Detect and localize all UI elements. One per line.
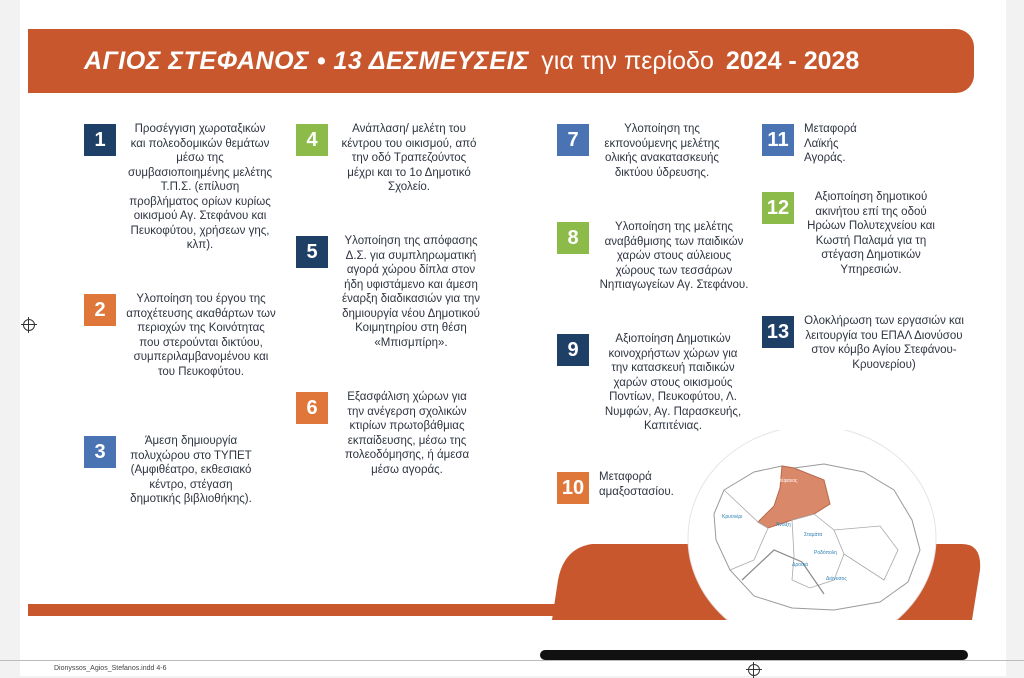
number-badge: 9 [557,334,589,366]
map-label: Σταμάτα [804,532,823,538]
commitment-item-11 [762,122,874,166]
number-badge: 1 [84,124,116,156]
number-badge: 2 [84,294,116,326]
map-label: Δροσιά [792,562,809,568]
title-years: 2024 - 2028 [725,46,860,75]
map-label: Κρυονέρι [722,514,743,520]
commitment-text: Μεταφορά Λαϊκής Αγοράς. [804,123,857,164]
number-badge: 6 [296,392,328,424]
commitment-item-13 [762,314,964,372]
title-strong: ΑΓΙΟΣ ΣΤΕΦΑΝΟΣ • 13 ΔΕΣΜΕΥΣΕΙΣ [84,46,530,75]
horizontal-scrollbar[interactable] [540,650,968,660]
commitment-text: Υλοποίηση της εκπονούμενης μελέτης ολικής ανακατασκευής δικτύου ύδρευσης. [604,123,720,179]
bottom-band [28,604,558,616]
number-badge: 11 [762,124,794,156]
commitment-text: Ολοκλήρωση των εργασιών και λειτουργία του ΕΠΑΛ Διονύσου στον κόμβο Αγίου Στεφάνου- Κρυονερίου) [804,315,964,371]
commitment-text: Άμεση δημιουργία πολυχώρου στο ΤΥΠΕΤ (Αμφιθέατρο, εκθεσιακό κέντρο, στέγαση δημοτικής βιβλιοθήκης). [130,435,252,505]
commitment-text: Προσέγγιση χωροταξικών και πολεοδομικών θεμάτων μέσω της συμβασιοποιημένης μελέτης Τ.Π.Σ. (επίλυση προβλήματος ορίων κυρίως οικισμού Αγ. Στεφάνου και Πευκοφύτου, χρήσεων γης, κλπ). [127,123,273,251]
registration-mark-icon [748,664,760,676]
commitment-item-2 [84,292,276,379]
page-title-banner [28,29,974,93]
number-badge: 5 [296,236,328,268]
number-badge: 7 [557,124,589,156]
commitment-text: Αξιοποίηση δημοτικού ακινήτου επί της οδού Ηρώων Πολυτεχνείου και Κωστή Παλαμά για τη στέγαση Δημοτικών Υπηρεσιών. [807,191,935,276]
footer-filename: Dionyssos_Agios_Stefanos.indd 4-6 [54,665,167,672]
commitment-text: Εξασφάλιση χώρων για την ανέγερση σχολικών κτιρίων πρωτοβάθμιας εκπαίδευσης, μέσω της πολεοδόμησης, ή άμεσα μέσω αγοράς. [344,391,470,476]
commitment-item-10 [557,470,681,504]
commitment-text: Μεταφορά αμαξοστασίου. [599,471,674,498]
number-badge: 12 [762,192,794,224]
commitment-item-12 [762,190,938,277]
registration-mark-icon [23,319,35,331]
commitment-text: Υλοποίηση της απόφασης Δ.Σ. για συμπληρωματική αγορά χώρου δίπλα στον ήδη υφιστάμενο και άμεση έναρξη διαδικασιών για την δημιουργία νέου Δημοτικού Κοιμητηρίου στη θέση «Μπισμπίρη». [341,235,481,349]
commitment-text: Αξιοποίηση Δημοτικών κοινοχρήστων χώρων για την κατασκευή παιδικών χαρών στους οικισμούς Ποντίων, Πευκοφύτου, Λ. Νυμφών, Αγ. Παρασκευής, Καπιτένιας. [604,333,742,432]
title-light: για την περίοδο [541,46,714,75]
commitment-item-9 [557,332,747,434]
map-label: Ροδόπολη [814,550,837,556]
commitment-text: Υλοποίηση της μελέτης αναβάθμισης των παιδικών χαρών στους αύλειους χώρους των τεσσάρων Νηπιαγωγείων Αγ. Στεφάνου. [599,221,749,291]
map-label: Αγ. Στέφανος [768,478,798,484]
commitment-item-4 [296,122,480,195]
map-label: Διόνυσος [826,576,847,582]
number-badge: 8 [557,222,589,254]
commitment-item-6 [296,390,476,477]
commitment-item-1 [84,122,274,253]
number-badge: 13 [762,316,794,348]
commitment-item-8 [557,220,749,293]
map-label: Άνοιξη [776,522,791,528]
commitment-text: Υλοποίηση του έργου της αποχέτευσης ακαθάρτων των περιοχών της Κοινότητας που στερούνται δικτύου, συμπεριλαμβανομένου και του Πευκοφύτου. [126,293,276,378]
area-map [684,430,946,620]
number-badge: 10 [557,472,589,504]
page-edge-line [0,660,1024,661]
commitment-text: Ανάπλαση/ μελέτη του κέντρου του οικισμού, από την οδό Τραπεζούντος μέχρι και το 1ο Δημοτικό Σχολείο. [341,123,477,193]
number-badge: 3 [84,436,116,468]
commitment-item-7 [557,122,725,180]
number-badge: 4 [296,124,328,156]
commitment-item-3 [84,434,256,507]
commitment-item-5 [296,234,484,350]
